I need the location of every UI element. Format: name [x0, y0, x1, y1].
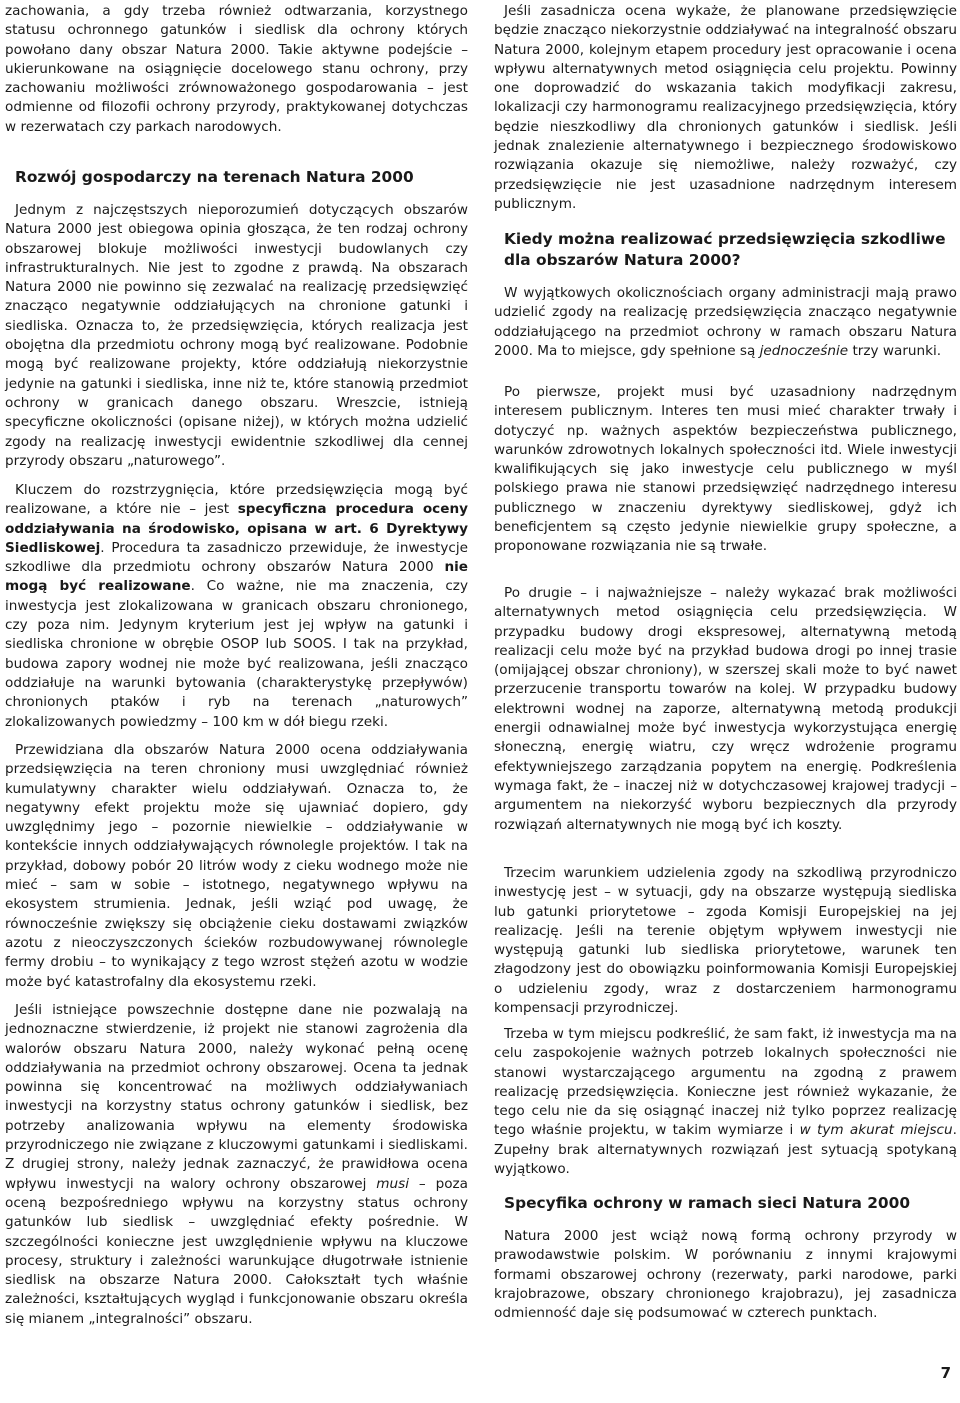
italic-simultaneously: jednocześnie [759, 342, 849, 359]
bold-procedure-text: specyficzna procedura oceny oddziaływania na środowisko, opisana w art. 6 Dyrektywy Siedliskowej [5, 501, 468, 556]
paragraph-exceptional-circumstances [494, 284, 957, 361]
text-run: trzy warunki. [848, 342, 942, 359]
bold-cannot-be-realized: nie mogą być realizowane [5, 559, 468, 595]
text-run: . Co ważne, nie ma znaczenia, czy inwestycja jest zlokalizowana w granicach obszaru chronionego, czy poza nim. Jedynym kryterium jest jej wpływ na gatunki i siedliska chronione w obrębie OSOP lub SOOS. I tak na przykład, budowa zapory wodnej nie może być realizowana, jeśli znacząco oddziałuje na warunki bytowania (charakterystykę przepływów) chronionych ptaków i ryb na terenach „naturowych” zlokalizowanych powiedzmy – 100 km w dół biegu rzeki. [5, 578, 468, 730]
paragraph-key-procedure [5, 481, 468, 732]
paragraph-alternatives: Jeśli zasadnicza ocena wykaże, że planowane przedsięwzięcie będzie znacząco niekorzystnie oddziaływać na integralność obszaru Natura 2000, kolejnym etapem procedury jest opracowanie i ocena wpływu alternatywnych metod osiągnięcia celu projektu. Powinny one doprowadzić do wskazania takich modyfikacji zakresu, lokalizacji czy harmonogramu realizacyjnego przedsięwzięcia, który będzie nieszkodliwy dla chronionych gatunków i siedlisk. Jeśli jednak znalezienie alternatywnego i bezpiecznego środowiskowo rozwiązania okazuje się niemożliwe, należy rozważyć, czy przedsięwzięcie nie jest uzasadnione nadrzędnym interesem publicznym. [494, 3, 957, 212]
text-run: . Zupełny brak alternatywnych rozwiązań jest sytuacją spotykaną wyjątkowo. [494, 1122, 957, 1178]
paragraph-second-condition: Po drugie – i najważniejsze – należy wykazać brak możliwości alternatywnych metod osiągnięcia celu przedsięwzięcia. W przypadku budowy drogi ekspresowej, alternatywną metodą realizacji celu może być na przykład budowa drogi po innej trasie (omijającej obszar chroniony), w szerszej skali może to być nawet przerzucenie transportu towarów na kolej. W przypadku budowy elektrowni wodnej na zaporze, alternatywną metodą produkcji energii odnawialnej może być inwestycja wykorzystująca energię słoneczną, energię wiatru, czy wręcz wdrożenie programu efektywniejszego zarządzania popytem na energię. Podkreślenia wymaga fakt, że – inaczej niż w dotychczasowej krajowej tradycji – argumentem na niekorzyść wyboru bezpiecznych dla przyrody rozwiązań alternatywnych nie mogą być ich koszty. [494, 585, 957, 833]
text-run: . Procedura ta zasadniczo przewiduje, że inwestycje szkodliwe dla przedmiotu ochrony obszarów Natura 2000 [5, 539, 468, 576]
page-number: 7 [940, 1364, 951, 1382]
text-run: Jeśli istniejące powszechnie dostępne dane nie pozwalają na jednoznaczne stwierdzenie, iż projekt nie stanowi zagrożenia dla walorów obszaru Natura 2000, należy wykonać pełną ocenę oddziaływania na przedmiot ochrony obszarowej. Ocena ta jednak powinna się koncentrować na możliwych oddziaływaniach inwestycji na korzystny status ochrony gatunków i siedlisk, bez potrzeby analizowania wpływu na elementy środowiska przyrodniczego nie związane z kluczowymi gatunkami i siedliskami. Z drugiej strony, należy jednak zaznaczyć, że prawidłowa ocena wpływu inwestycji na walory ochrony obszarowej [5, 1002, 468, 1192]
paragraph-local-needs [494, 1025, 957, 1179]
paragraph-first-condition: Po pierwsze, projekt musi być uzasadniony nadrzędnym interesem publicznym. Interes ten musi mieć charakter trwały i dotyczyć np. ważnych aspektów bezpieczeństwa publicznego, warunków zdrowotnych lokalnych społeczności itd. Wiele inwestycji kwalifikujących się jako inwestycje celu publicznego w myśl polskiego prawa nie stanowi przedsięwzięć nadrzędnego interesu publicznego w znaczeniu dyrektywy siedliskowej, gdyż ich beneficjentem są często jedynie niewielkie grupy społeczne, a proponowane rozwiązania nie są trwałe. [494, 384, 957, 555]
paragraph-third-condition: Trzecim warunkiem udzielenia zgody na szkodliwą przyrodniczo inwestycję jest – w sytuacji, gdy na obszarze występują siedliska lub gatunki priorytetowe – zgoda Komisji Europejskiej na jej realizację. Jeśli na terenie objętym wpływem inwestycji nie występują gatunki lub siedliska priorytetowe, warunek ten złagodzony jest do obowiązku poinformowania Komisji Europejskiej o udzieleniu zgody, wraz z dostarczeniem harmonogramu kompensacji przyrodniczej. [494, 865, 957, 1017]
text-run: W wyjątkowych okolicznościach organy administracji mają prawo udzielić zgody na realizację przedsięwzięcia znacząco negatywnie oddziałującego na przedmiot ochrony w ramach obszaru Natura 2000. Ma to miejsce, gdy spełnione są [494, 285, 957, 359]
heading-natura-specifics: Specyfika ochrony w ramach sieci Natura 2000 [504, 1194, 911, 1212]
text-run: – poza oceną bezpośredniego wpływu na korzystny status ochrony gatunków lub siedlisk – uwzględniać efekty pośrednie. W szczególności konieczne jest uwzględnienie wpływu na kluczowe procesy, struktury i zależności warunkujące długotrwałe istnienie siedlisk na obszarze Natura 2000. Całokształt tych właśnie zależności, kształtujących wygląd i funkcjonowanie obszaru określa się mianem „integralności” obszaru. [5, 1175, 468, 1327]
italic-must: musi [376, 1175, 409, 1192]
text-run: Kluczem do rozstrzygnięcia, które przedsięwzięcia mogą być realizowane, a które nie – jest [5, 482, 468, 518]
heading-when-harmful-allowed: Kiedy można realizować przedsięwzięcia szkodliwe dla obszarów Natura 2000? [504, 230, 946, 269]
paragraph-full-assessment [5, 1001, 468, 1329]
paragraph-natura-new-form: Natura 2000 jest wciąż nową formą ochrony przyrody w prawodawstwie polskim. W porównaniu z innymi krajowymi formami obszarowej ochrony (rezerwaty, parki narodowe, parki krajobrazowe, obszary chronionego krajobrazu), jej zasadnicza odmienność daje się podsumować w czterech punktach. [494, 1228, 957, 1322]
paragraph-continuation: zachowania, a gdy trzeba również odtwarzania, korzystnego statusu ochronnego gatunków i siedlisk dla ochrony których powołano dany obszar Natura 2000. Takie aktywne podejście – ukierunkowane na osiągnięcie docelowego stanu ochrony, przy zachowaniu możliwości zrównoważonego gospodarowania – jest odmienne od filozofii ochrony przyrody, praktykowanej dotychczas w rezerwatach czy parkach narodowych. [5, 3, 468, 135]
paragraph-cumulative-impact: Przewidziana dla obszarów Natura 2000 ocena oddziaływania przedsięwzięcia na teren chroniony musi uwzględniać również kumulatywny charakter wielu oddziaływań. Oznacza to, że negatywny efekt projektu może się ujawniać dopiero, gdy uwzględnimy jego – pozornie niewielkie – oddziaływanie w kontekście innych oddziaływających równolegle projektów. I tak na przykład, dobowy pobór 20 litrów wody z cieku wodnego może nie mieć – sam w sobie – istotnego, negatywnego wpływu na ekosystem strumienia. Jednak, jeśli wziąć pod uwagę, że równocześnie zwiększy się obciążenie cieku dostawami związków azotu z nieoczyszczonych ścieków rozbudowywanej równolegle fermy drobiu – to wynikający z tego wzrost stężeń azotu w wodzie może być katastrofalny dla ekosystemu rzeki. [5, 742, 468, 990]
paragraph-misconception: Jednym z najczęstszych nieporozumień dotyczących obszarów Natura 2000 jest obiegowa opinia głosząca, że ten rodzaj ochrony obszarowej blokuje możliwości inwestycji budowlanych czy infrastrukturalnych. Nie jest to zgodne z prawdą. Na obszarach Natura 2000 nie powinno się zezwalać na realizację przedsięwzięć znacząco negatywnie oddziałujących na chronione gatunki i siedliska. Oznacza to, że przedsięwzięcia, których realizacja jest obojętna dla przedmiotu ochrony mogą być realizowane. Podobnie mogą być realizowane projekty, które oddziałują niekorzystnie jedynie na gatunki i siedliska, inne niż te, które stanowią przedmiot ochrony w granicach danego obszaru. Wreszcie, istnieją specyficzne okoliczności (opisane niżej), w których można udzielić zgody na realizację inwestycji ewidentnie szkodliwej dla cennej przyrody obszaru „naturowego”. [5, 202, 468, 469]
italic-this-place: w tym akurat miejscu [799, 1122, 953, 1139]
text-run: Trzeba w tym miejscu podkreślić, że sam fakt, iż inwestycja ma na celu zaspokojenie ważnych potrzeb lokalnych społeczności nie stanowi wystarczającego argumentu na zgodną z prawem realizację przedsięwzięcia. Konieczne jest również wykazanie, że tego celu nie da się osiągnąć inaczej niż tylko poprzez realizację tego właśnie projektu, w takim wymiarze i [494, 1026, 957, 1139]
heading-economic-development: Rozwój gospodarczy na terenach Natura 2000 [15, 168, 414, 186]
